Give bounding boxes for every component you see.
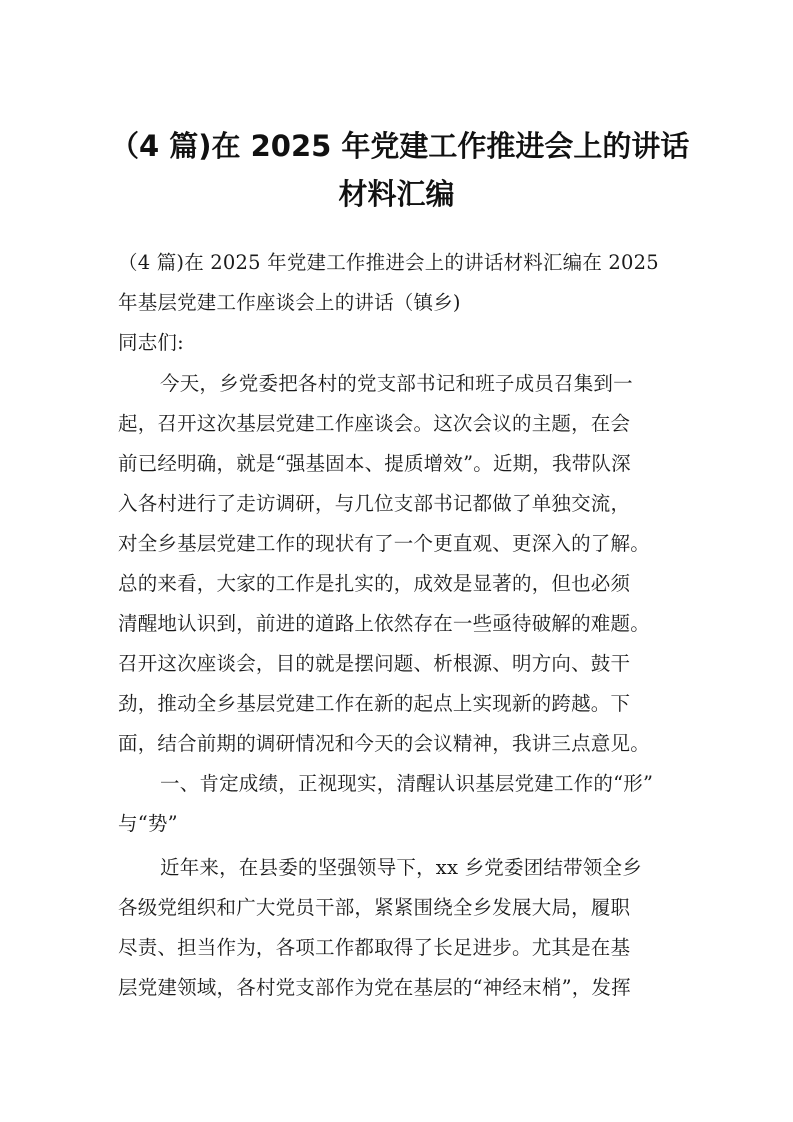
body-line: 前已经明确，就是“强基固本、提质增效”。近期，我带队深 (118, 452, 631, 475)
body-line: 对全乡基层党建工作的现状有了一个更直观、更深入的了解。 (118, 532, 650, 555)
body-line: 层党建领域，各村党支部作为党在基层的“神经末梢”，发挥 (118, 976, 631, 999)
body-line: 劲，推动全乡基层党建工作在新的起点上实现新的跨越。下 (118, 692, 631, 715)
body-line: 入各村进行了走访调研，与几位支部书记都做了单独交流， (118, 492, 631, 515)
document-title-line-1: （4 篇)在 2025 年党建工作推进会上的讲话 (110, 129, 690, 163)
intro-line-1: （4 篇)在 2025 年党建工作推进会上的讲话材料汇编在 2025 (118, 251, 659, 274)
body-line: 召开这次座谈会，目的就是摆问题、析根源、明方向、鼓干 (118, 652, 631, 675)
salutation: 同志们: (118, 331, 184, 354)
body-line: 起，召开这次基层党建工作座谈会。这次会议的主题，在会 (118, 412, 631, 435)
body-line: 清醒地认识到，前进的道路上依然存在一些亟待破解的难题。 (118, 612, 650, 635)
document-title-line-2: 材料汇编 (338, 177, 455, 211)
body-line: 近年来，在县委的坚强领导下，xx 乡党委团结带领全乡 (160, 856, 642, 879)
section-heading-cont: 与“势” (118, 812, 178, 835)
body-line: 今天，乡党委把各村的党支部书记和班子成员召集到一 (160, 372, 633, 395)
body-line: 总的来看，大家的工作是扎实的，成效是显著的，但也必须 (118, 572, 631, 595)
section-heading: 一、肯定成绩，正视现实，清醒认识基层党建工作的“形” (160, 772, 654, 795)
intro-line-2: 年基层党建工作座谈会上的讲话（镇乡) (118, 291, 461, 314)
body-line: 尽责、担当作为，各项工作都取得了长足进步。尤其是在基 (118, 936, 631, 959)
body-line: 各级党组织和广大党员干部，紧紧围绕全乡发展大局，履职 (118, 896, 631, 919)
body-line: 面，结合前期的调研情况和今天的会议精神，我讲三点意见。 (118, 732, 650, 755)
